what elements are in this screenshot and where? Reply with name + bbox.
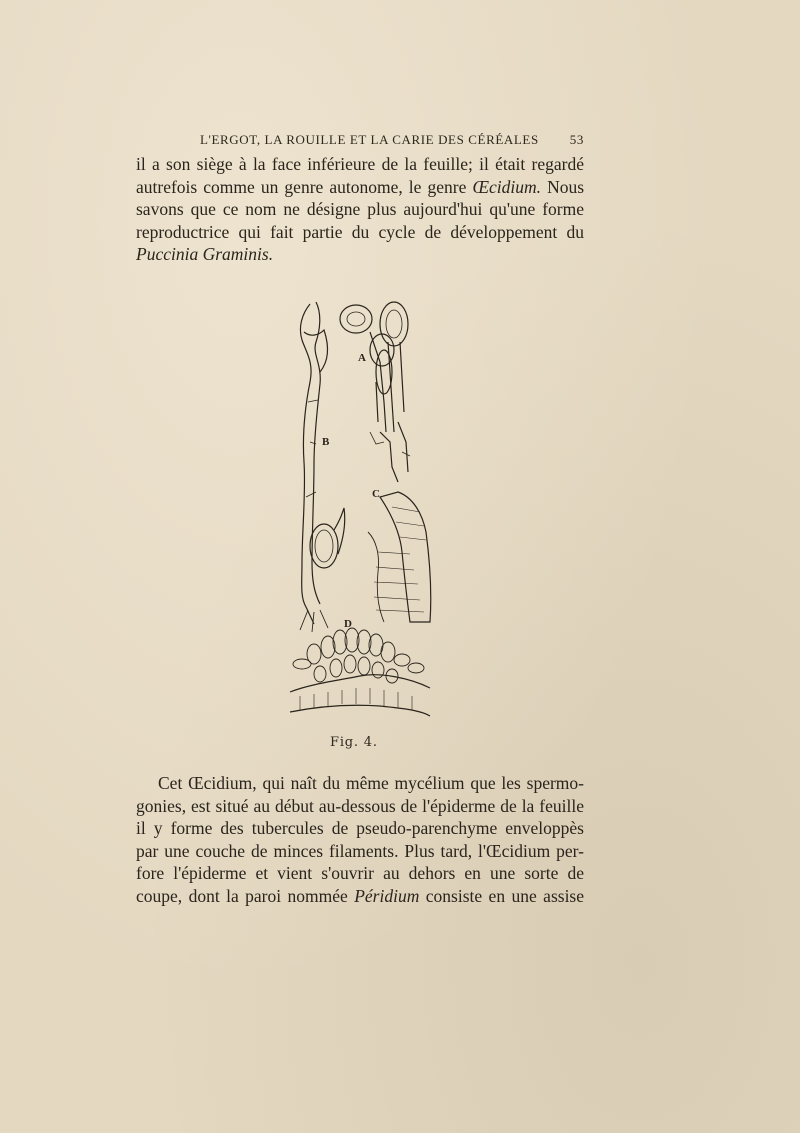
paragraph-1-line-5 — [136, 243, 584, 266]
paragraph-1-line-1: il a son siège à la face inférieure de la feuille; il était regardé — [136, 154, 584, 174]
peridium-italic: Péridium — [354, 885, 420, 906]
paragraph-1-line-2 — [136, 176, 584, 199]
paragraph-2-line-4: par une couche de minces filaments. Plus tard, l'Œcidium per- — [136, 840, 584, 861]
paragraph-1 — [136, 153, 584, 266]
figure-label-c: C — [372, 488, 380, 500]
figure-label-b: B — [322, 436, 330, 448]
paragraph-2-line-5: fore l'épiderme et vient s'ouvrir au dehors en une sorte de — [136, 863, 584, 883]
oecidium-italic: Œcidium. — [472, 176, 541, 197]
puccinia-graminis-italic: Puccinia Graminis. — [136, 244, 274, 264]
figure-label-d: D — [344, 618, 352, 630]
paragraph-2-line-2: gonies, est situé au début au-dessous de l'épiderme de la feuille — [136, 795, 584, 816]
paragraph-1-line-3: savons que ce nom ne désigne plus aujourd'hui qu'une forme — [136, 199, 584, 219]
figure-caption: Fig. 4. — [330, 735, 378, 750]
line-2-text: autrefois comme un genre autonome, le genre — [136, 176, 467, 197]
paragraph-2-line-1: Cet Œcidium, qui naît du même mycélium que les spermo- — [158, 773, 584, 793]
paragraph-2 — [136, 772, 584, 907]
running-head — [136, 132, 584, 150]
paragraph-2-line-6 — [136, 885, 584, 908]
paragraph-1-line-4: reproductrice qui fait partie du cycle de développement du — [136, 221, 584, 242]
figure-label-a: A — [358, 352, 366, 364]
line-6-start: coupe, dont la paroi nommée — [136, 885, 348, 906]
running-title: L'ERGOT, LA ROUILLE ET LA CARIE DES CÉRÉALES — [200, 132, 539, 147]
page-number: 53 — [569, 132, 584, 147]
line-6-end: consiste en une assise — [425, 885, 585, 906]
paragraph-2-line-3: il y forme des tubercules de pseudo-parenchyme enveloppès — [136, 818, 584, 838]
figure-4-illustration — [280, 292, 450, 732]
line-2-tail: Nous — [547, 176, 585, 197]
